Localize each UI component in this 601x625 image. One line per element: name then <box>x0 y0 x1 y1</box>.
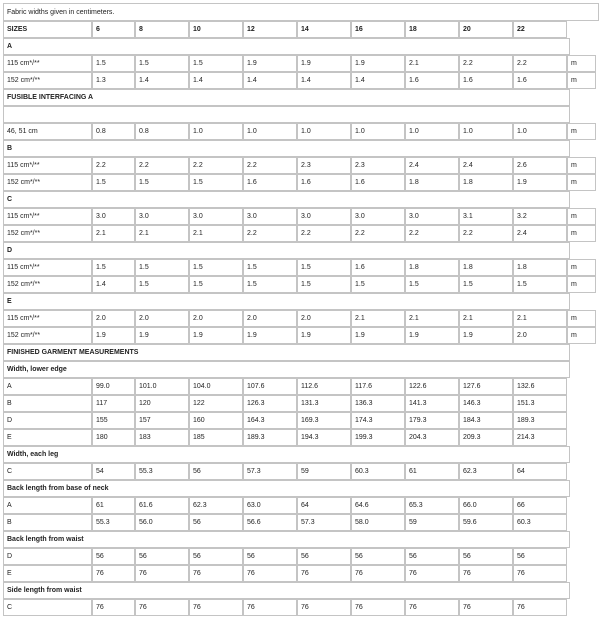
value-cell: 76 <box>405 565 459 582</box>
unit-cell: m <box>567 55 596 72</box>
value-cell: 59 <box>297 463 351 480</box>
value-cell: 2.0 <box>189 310 243 327</box>
group-header: Back length from base of neck <box>3 480 570 497</box>
row-label: 152 cm*/** <box>3 72 92 89</box>
value-cell: 1.8 <box>459 174 513 191</box>
value-cell: 1.5 <box>513 276 567 293</box>
value-cell: 1.5 <box>92 259 135 276</box>
row-label: 152 cm*/** <box>3 174 92 191</box>
value-cell: 127.6 <box>459 378 513 395</box>
size-header-8: 8 <box>135 21 189 38</box>
value-cell: 1.0 <box>405 123 459 140</box>
group-header: Back length from waist <box>3 531 570 548</box>
size-header-16: 16 <box>351 21 405 38</box>
value-cell: 1.5 <box>351 276 405 293</box>
row-label: C <box>3 599 92 616</box>
value-cell: 3.1 <box>459 208 513 225</box>
value-cell: 3.0 <box>351 208 405 225</box>
value-cell: 1.5 <box>135 259 189 276</box>
value-cell: 136.3 <box>351 395 405 412</box>
value-cell: 2.1 <box>405 55 459 72</box>
row-label: 152 cm*/** <box>3 276 92 293</box>
value-cell: 2.0 <box>92 310 135 327</box>
value-cell: 76 <box>243 565 297 582</box>
value-cell: 76 <box>189 599 243 616</box>
value-cell: 1.0 <box>297 123 351 140</box>
value-cell: 76 <box>459 565 513 582</box>
value-cell: 204.3 <box>405 429 459 446</box>
value-cell: 157 <box>135 412 189 429</box>
row-label: D <box>3 412 92 429</box>
value-cell: 122 <box>189 395 243 412</box>
value-cell: 2.0 <box>243 310 297 327</box>
value-cell: 2.0 <box>135 310 189 327</box>
value-cell: 56.0 <box>135 514 189 531</box>
value-cell: 1.6 <box>459 72 513 89</box>
value-cell: 1.4 <box>92 276 135 293</box>
value-cell: 117 <box>92 395 135 412</box>
section-title: FINISHED GARMENT MEASUREMENTS <box>3 344 570 361</box>
value-cell: 55.3 <box>135 463 189 480</box>
value-cell: 1.8 <box>405 259 459 276</box>
value-cell: 1.5 <box>405 276 459 293</box>
unit-cell: m <box>567 310 596 327</box>
value-cell: 57.3 <box>297 514 351 531</box>
value-cell: 76 <box>92 599 135 616</box>
value-cell: 117.6 <box>351 378 405 395</box>
unit-cell: m <box>567 174 596 191</box>
value-cell: 2.3 <box>351 157 405 174</box>
blank-row <box>3 106 570 123</box>
value-cell: 63.0 <box>243 497 297 514</box>
value-cell: 56 <box>459 548 513 565</box>
value-cell: 1.3 <box>92 72 135 89</box>
value-cell: 2.1 <box>92 225 135 242</box>
value-cell: 56 <box>189 514 243 531</box>
value-cell: 1.9 <box>243 55 297 72</box>
unit-cell: m <box>567 123 596 140</box>
value-cell: 1.5 <box>135 55 189 72</box>
value-cell: 2.2 <box>351 225 405 242</box>
value-cell: 1.6 <box>243 174 297 191</box>
value-cell: 56 <box>189 463 243 480</box>
value-cell: 2.2 <box>513 55 567 72</box>
row-label: 115 cm*/** <box>3 208 92 225</box>
value-cell: 64.6 <box>351 497 405 514</box>
value-cell: 3.0 <box>405 208 459 225</box>
value-cell: 1.5 <box>135 276 189 293</box>
value-cell: 1.6 <box>405 72 459 89</box>
value-cell: 59 <box>405 514 459 531</box>
row-label: A <box>3 378 92 395</box>
row-label: 115 cm*/** <box>3 259 92 276</box>
value-cell: 3.0 <box>135 208 189 225</box>
group-header: C <box>3 191 570 208</box>
value-cell: 1.4 <box>243 72 297 89</box>
size-header-18: 18 <box>405 21 459 38</box>
value-cell: 1.6 <box>351 174 405 191</box>
value-cell: 2.3 <box>297 157 351 174</box>
value-cell: 185 <box>189 429 243 446</box>
value-cell: 2.0 <box>297 310 351 327</box>
value-cell: 56.6 <box>243 514 297 531</box>
value-cell: 3.2 <box>513 208 567 225</box>
row-label: A <box>3 497 92 514</box>
value-cell: 1.0 <box>351 123 405 140</box>
value-cell: 3.0 <box>189 208 243 225</box>
value-cell: 179.3 <box>405 412 459 429</box>
value-cell: 56 <box>351 548 405 565</box>
value-cell: 1.5 <box>189 174 243 191</box>
value-cell: 66 <box>513 497 567 514</box>
value-cell: 76 <box>513 565 567 582</box>
value-cell: 56 <box>513 548 567 565</box>
value-cell: 107.6 <box>243 378 297 395</box>
value-cell: 1.4 <box>351 72 405 89</box>
value-cell: 1.5 <box>92 55 135 72</box>
row-label: E <box>3 565 92 582</box>
sizes-label: SIZES <box>3 21 92 38</box>
value-cell: 76 <box>135 565 189 582</box>
value-cell: 214.3 <box>513 429 567 446</box>
value-cell: 64 <box>513 463 567 480</box>
value-cell: 164.3 <box>243 412 297 429</box>
value-cell: 61 <box>405 463 459 480</box>
value-cell: 76 <box>351 599 405 616</box>
value-cell: 76 <box>92 565 135 582</box>
value-cell: 2.2 <box>297 225 351 242</box>
value-cell: 64 <box>297 497 351 514</box>
unit-cell: m <box>567 157 596 174</box>
value-cell: 60.3 <box>351 463 405 480</box>
value-cell: 2.4 <box>513 225 567 242</box>
value-cell: 101.0 <box>135 378 189 395</box>
value-cell: 99.0 <box>92 378 135 395</box>
value-cell: 76 <box>189 565 243 582</box>
value-cell: 194.3 <box>297 429 351 446</box>
value-cell: 155 <box>92 412 135 429</box>
value-cell: 2.2 <box>459 55 513 72</box>
value-cell: 2.6 <box>513 157 567 174</box>
row-label: 115 cm*/** <box>3 310 92 327</box>
value-cell: 1.9 <box>297 55 351 72</box>
value-cell: 3.0 <box>243 208 297 225</box>
value-cell: 56 <box>243 548 297 565</box>
value-cell: 2.2 <box>135 157 189 174</box>
value-cell: 1.5 <box>297 259 351 276</box>
value-cell: 122.6 <box>405 378 459 395</box>
value-cell: 1.9 <box>459 327 513 344</box>
value-cell: 56 <box>189 548 243 565</box>
size-header-22: 22 <box>513 21 567 38</box>
value-cell: 1.8 <box>513 259 567 276</box>
value-cell: 76 <box>351 565 405 582</box>
value-cell: 180 <box>92 429 135 446</box>
unit-cell: m <box>567 72 596 89</box>
value-cell: 1.0 <box>459 123 513 140</box>
value-cell: 1.9 <box>92 327 135 344</box>
fabric-width-note: Fabric widths given in centimeters. <box>3 3 599 21</box>
value-cell: 112.6 <box>297 378 351 395</box>
row-label: E <box>3 429 92 446</box>
value-cell: 199.3 <box>351 429 405 446</box>
value-cell: 2.4 <box>405 157 459 174</box>
value-cell: 1.5 <box>189 55 243 72</box>
value-cell: 56 <box>135 548 189 565</box>
value-cell: 131.3 <box>297 395 351 412</box>
value-cell: 3.0 <box>297 208 351 225</box>
value-cell: 209.3 <box>459 429 513 446</box>
row-label: D <box>3 548 92 565</box>
value-cell: 2.2 <box>243 225 297 242</box>
row-label: 152 cm*/** <box>3 225 92 242</box>
value-cell: 1.0 <box>243 123 297 140</box>
size-header-20: 20 <box>459 21 513 38</box>
group-header: Width, each leg <box>3 446 570 463</box>
value-cell: 146.3 <box>459 395 513 412</box>
value-cell: 2.0 <box>513 327 567 344</box>
value-cell: 1.9 <box>351 55 405 72</box>
value-cell: 160 <box>189 412 243 429</box>
unit-cell: m <box>567 327 596 344</box>
section-title: FUSIBLE INTERFACING A <box>3 89 570 106</box>
row-label: C <box>3 463 92 480</box>
group-header: E <box>3 293 570 310</box>
size-header-6: 6 <box>92 21 135 38</box>
value-cell: 76 <box>405 599 459 616</box>
size-header-12: 12 <box>243 21 297 38</box>
value-cell: 1.6 <box>513 72 567 89</box>
row-label: B <box>3 395 92 412</box>
value-cell: 58.0 <box>351 514 405 531</box>
value-cell: 1.9 <box>297 327 351 344</box>
group-header: Side length from waist <box>3 582 570 599</box>
value-cell: 2.1 <box>135 225 189 242</box>
value-cell: 1.9 <box>135 327 189 344</box>
value-cell: 183 <box>135 429 189 446</box>
value-cell: 0.8 <box>135 123 189 140</box>
value-cell: 1.4 <box>135 72 189 89</box>
unit-cell: m <box>567 276 596 293</box>
value-cell: 1.5 <box>243 259 297 276</box>
value-cell: 54 <box>92 463 135 480</box>
value-cell: 1.6 <box>297 174 351 191</box>
value-cell: 62.3 <box>189 497 243 514</box>
value-cell: 151.3 <box>513 395 567 412</box>
value-cell: 59.6 <box>459 514 513 531</box>
value-cell: 2.2 <box>405 225 459 242</box>
value-cell: 120 <box>135 395 189 412</box>
size-header-14: 14 <box>297 21 351 38</box>
value-cell: 1.5 <box>92 174 135 191</box>
unit-cell: m <box>567 259 596 276</box>
value-cell: 1.5 <box>243 276 297 293</box>
value-cell: 1.9 <box>513 174 567 191</box>
value-cell: 1.0 <box>513 123 567 140</box>
value-cell: 1.5 <box>189 259 243 276</box>
value-cell: 56 <box>297 548 351 565</box>
value-cell: 132.6 <box>513 378 567 395</box>
value-cell: 2.2 <box>189 157 243 174</box>
row-label: 115 cm*/** <box>3 157 92 174</box>
row-label: 46, 51 cm <box>3 123 92 140</box>
value-cell: 1.6 <box>351 259 405 276</box>
value-cell: 1.5 <box>297 276 351 293</box>
value-cell: 1.8 <box>405 174 459 191</box>
value-cell: 3.0 <box>92 208 135 225</box>
value-cell: 2.1 <box>189 225 243 242</box>
unit-cell: m <box>567 225 596 242</box>
group-header: D <box>3 242 570 259</box>
value-cell: 60.3 <box>513 514 567 531</box>
value-cell: 2.1 <box>351 310 405 327</box>
value-cell: 141.3 <box>405 395 459 412</box>
row-label: 152 cm*/** <box>3 327 92 344</box>
value-cell: 2.4 <box>459 157 513 174</box>
value-cell: 2.2 <box>459 225 513 242</box>
value-cell: 76 <box>459 599 513 616</box>
value-cell: 76 <box>297 599 351 616</box>
value-cell: 2.1 <box>405 310 459 327</box>
unit-cell: m <box>567 208 596 225</box>
value-cell: 189.3 <box>243 429 297 446</box>
value-cell: 1.5 <box>189 276 243 293</box>
value-cell: 1.5 <box>135 174 189 191</box>
row-label: B <box>3 514 92 531</box>
value-cell: 57.3 <box>243 463 297 480</box>
value-cell: 61 <box>92 497 135 514</box>
value-cell: 1.4 <box>189 72 243 89</box>
value-cell: 1.9 <box>405 327 459 344</box>
value-cell: 1.9 <box>243 327 297 344</box>
value-cell: 1.4 <box>297 72 351 89</box>
value-cell: 2.1 <box>459 310 513 327</box>
group-header: B <box>3 140 570 157</box>
value-cell: 1.0 <box>189 123 243 140</box>
value-cell: 76 <box>243 599 297 616</box>
value-cell: 55.3 <box>92 514 135 531</box>
value-cell: 76 <box>135 599 189 616</box>
value-cell: 104.0 <box>189 378 243 395</box>
value-cell: 1.9 <box>351 327 405 344</box>
value-cell: 1.9 <box>189 327 243 344</box>
value-cell: 0.8 <box>92 123 135 140</box>
value-cell: 2.1 <box>513 310 567 327</box>
value-cell: 174.3 <box>351 412 405 429</box>
row-label: 115 cm*/** <box>3 55 92 72</box>
size-header-10: 10 <box>189 21 243 38</box>
value-cell: 169.3 <box>297 412 351 429</box>
value-cell: 1.8 <box>459 259 513 276</box>
value-cell: 56 <box>405 548 459 565</box>
value-cell: 62.3 <box>459 463 513 480</box>
group-header: Width, lower edge <box>3 361 570 378</box>
value-cell: 76 <box>297 565 351 582</box>
value-cell: 2.2 <box>243 157 297 174</box>
value-cell: 65.3 <box>405 497 459 514</box>
value-cell: 126.3 <box>243 395 297 412</box>
value-cell: 61.6 <box>135 497 189 514</box>
group-header: A <box>3 38 570 55</box>
value-cell: 76 <box>513 599 567 616</box>
value-cell: 66.0 <box>459 497 513 514</box>
value-cell: 2.2 <box>92 157 135 174</box>
value-cell: 56 <box>92 548 135 565</box>
value-cell: 1.5 <box>459 276 513 293</box>
value-cell: 189.3 <box>513 412 567 429</box>
value-cell: 184.3 <box>459 412 513 429</box>
